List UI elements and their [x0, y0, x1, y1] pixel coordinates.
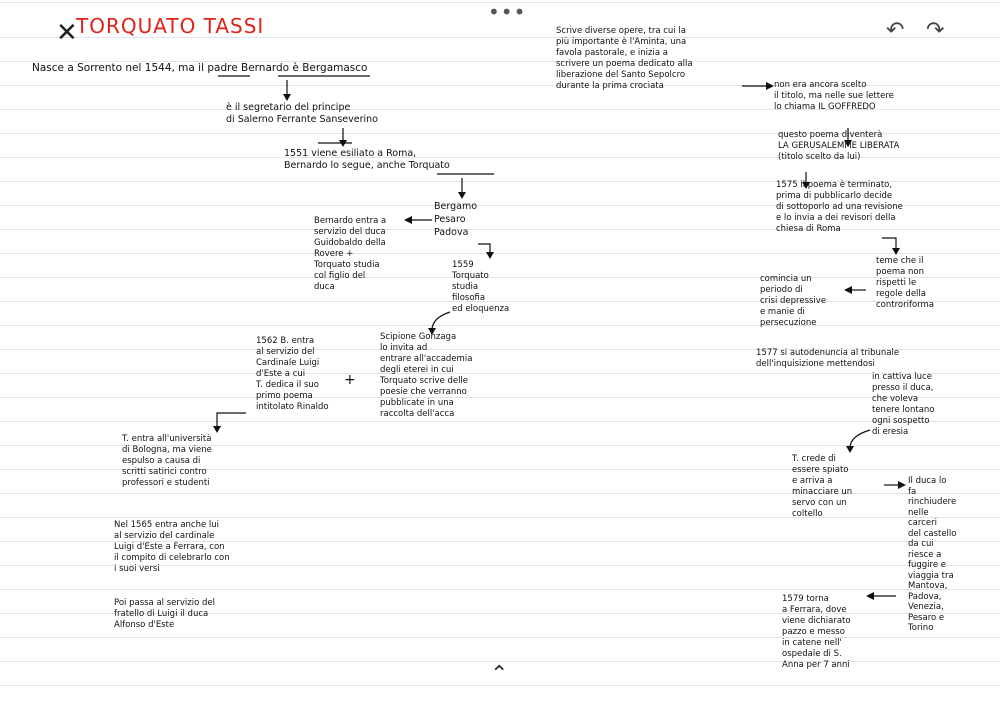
note-1562: 1562 B. entra al servizio del Cardinale Luigi d'Este a cui T. dedica il suo primo poema intitolato Rinaldo: [256, 336, 329, 412]
note-spiato: T. crede di essere spiato e arriva a minacciare un servo con un coltello: [792, 454, 853, 519]
note-1565: Nel 1565 entra anche lui al servizio del cardinale Luigi d'Este a Ferrara, con il compito di celebrarlo con i suoi versi: [114, 520, 230, 574]
more-options-icon[interactable]: •••: [488, 0, 527, 24]
page-title: TORQUATO TASSI: [76, 14, 265, 38]
close-icon[interactable]: ✕: [56, 18, 78, 48]
note-opere: Scrive diverse opere, tra cui la più importante è l'Aminta, una favola pastorale, e inizia a scrivere un poema dedicato alla liberazione del Santo Sepolcro durante la prima crociata: [556, 26, 693, 91]
note-segretario: è il segretario del principe di Salerno Ferrante Sanseverino: [226, 102, 378, 125]
note-citta: Bergamo Pesaro Padova: [434, 201, 478, 238]
note-1579: 1579 torna a Ferrara, dove viene dichiarato pazzo e messo in catene nell' ospedale di S. Anna per 7 anni: [782, 594, 851, 670]
note-gerusalemme: questo poema diventerà LA GERUSALEMME LIBERATA (titolo scelto da lui): [778, 130, 900, 162]
note-1577: 1577 si autodenuncia al tribunale dell'inquisizione mettendosi: [756, 348, 900, 369]
collapse-chevron-up-icon[interactable]: ⌃: [490, 662, 509, 687]
note-scipione: Scipione Gonzaga lo invita ad entrare all'accademia degli eterei in cui Torquato scrive delle poesie che verranno pubblicate in una raccolta dell'acca: [380, 332, 473, 419]
note-crisi: comincia un periodo di crisi depressive e manie di persecuzione: [760, 274, 827, 328]
note-cattiva-luce: in cattiva luce presso il duca, che voleva tenere lontano ogni sospetto di eresia: [872, 372, 935, 437]
note-1559: 1559 Torquato studia filosofia ed eloquenza: [452, 260, 510, 314]
note-bologna: T. entra all'università di Bologna, ma viene espulso a causa di scritti satirici contro professori e studenti: [122, 434, 212, 488]
note-alfonso: Poi passa al servizio del fratello di Luigi il duca Alfonso d'Este: [114, 598, 215, 630]
note-guidobaldo: Bernardo entra a servizio del duca Guidobaldo della Rovere + Torquato studia col figlio del duca: [314, 216, 387, 292]
note-1575: 1575 il poema è terminato, prima di pubblicarlo decide di sottoporlo ad una revisione e lo invia a dei revisori della chiesa di Roma: [776, 180, 903, 234]
undo-icon[interactable]: ↶: [886, 18, 905, 43]
note-plus: +: [344, 372, 356, 388]
note-esilio: 1551 viene esiliato a Roma, Bernardo lo segue, anche Torquato: [284, 148, 450, 171]
redo-icon[interactable]: ↷: [926, 18, 945, 43]
note-controriforma: teme che il poema non rispetti le regole della controriforma: [876, 256, 934, 310]
note-nascita: Nasce a Sorrento nel 1544, ma il padre Bernardo è Bergamasco: [32, 62, 368, 74]
note-carceri: Il duca lo fa rinchiudere nelle carceri del castello da cui riesce a fuggire e viaggia tra Mantova, Padova, Venezia, Pesaro e Torino: [908, 476, 957, 633]
note-goffredo: non era ancora scelto il titolo, ma nelle sue lettere lo chiama IL GOFFREDO: [774, 80, 894, 112]
